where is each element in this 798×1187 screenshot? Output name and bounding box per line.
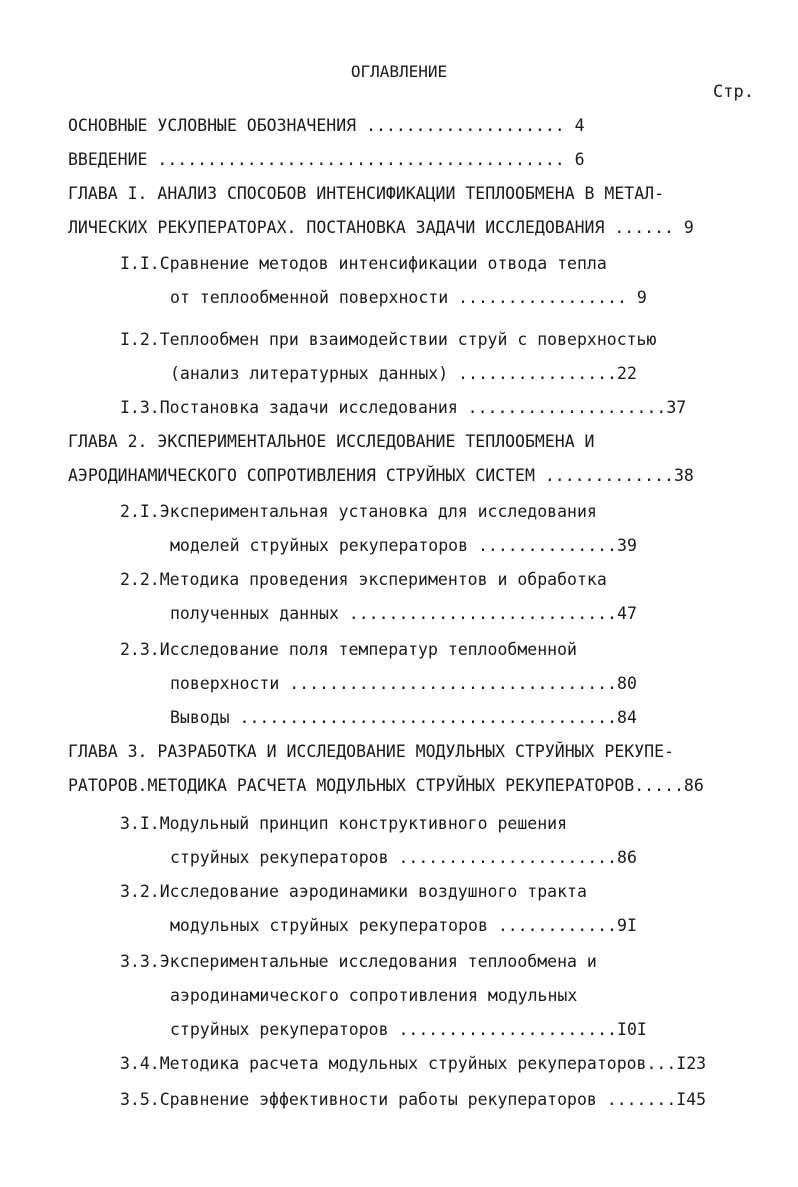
toc-entry: РАТОРОВ.МЕТОДИКА РАСЧЕТА МОДУЛЬНЫХ СТРУЙНЫХ РЕКУПЕРАТОРОВ.....86 xyxy=(68,776,704,795)
toc-entry: 3.2.Исследование аэродинамики воздушного тракта xyxy=(120,882,587,901)
toc-entry: (анализ литературных данных) ................22 xyxy=(170,364,637,383)
toc-entry: ГЛАВА 2. ЭКСПЕРИМЕНТАЛЬНОЕ ИССЛЕДОВАНИЕ ТЕПЛООБМЕНА И xyxy=(68,432,595,451)
toc-entry: Выводы ......................................84 xyxy=(170,708,637,727)
toc-entry: от теплообменной поверхности ................. 9 xyxy=(170,288,647,307)
toc-entry: струйных рекуператоров ......................I0I xyxy=(170,1020,647,1039)
toc-entry: 3.I.Модульный принцип конструктивного решения xyxy=(120,814,568,833)
toc-entry: 3.3.Экспериментальные исследования теплообмена и xyxy=(120,952,597,971)
toc-entry: ЛИЧЕСКИХ РЕКУПЕРАТОРАХ. ПОСТАНОВКА ЗАДАЧИ ИССЛЕДОВАНИЯ ...... 9 xyxy=(68,218,694,237)
toc-entry: 2.I.Экспериментальная установка для исследования xyxy=(120,502,597,521)
toc-entry: 3.4.Методика расчета модульных струйных рекуператоров...I23 xyxy=(120,1054,707,1073)
page-title: ОГЛАВЛЕНИЕ xyxy=(350,62,448,81)
page-column-label: Стр. xyxy=(713,82,754,102)
toc-entry: I.I.Сравнение методов интенсификации отвода тепла xyxy=(120,254,607,273)
toc-entry: I.2.Теплообмен при взаимодействии струй с поверхностью xyxy=(120,330,657,349)
toc-entry: поверхности .................................80 xyxy=(170,674,637,693)
toc-entry: моделей струйных рекуператоров ..............39 xyxy=(170,536,637,555)
toc-entry: ГЛАВА I. АНАЛИЗ СПОСОБОВ ИНТЕНСИФИКАЦИИ ТЕПЛООБМЕНА В МЕТАЛ- xyxy=(68,184,665,203)
toc-entry: 3.5.Сравнение эффективности работы рекуператоров .......I45 xyxy=(120,1090,707,1109)
toc-entry: 2.3.Исследование поля температур теплообменной xyxy=(120,640,577,659)
toc-entry: ВВЕДЕНИЕ ......................................... 6 xyxy=(68,150,585,169)
toc-entry: I.3.Постановка задачи исследования ....................37 xyxy=(120,398,687,417)
toc-entry: ОСНОВНЫЕ УСЛОВНЫЕ ОБОЗНАЧЕНИЯ .................... 4 xyxy=(68,116,585,135)
toc-entry: аэродинамического сопротивления модульных xyxy=(170,986,578,1005)
toc-entry: полученных данных ...........................47 xyxy=(170,604,637,623)
toc-entry: 2.2.Методика проведения экспериментов и обработка xyxy=(120,570,607,589)
toc-entry: струйных рекуператоров ......................86 xyxy=(170,848,637,867)
toc-entry: модульных струйных рекуператоров ............9I xyxy=(170,916,637,935)
toc-entry: ГЛАВА 3. РАЗРАБОТКА И ИССЛЕДОВАНИЕ МОДУЛЬНЫХ СТРУЙНЫХ РЕКУПЕ- xyxy=(68,742,674,761)
toc-entry: АЭРОДИНАМИЧЕСКОГО СОПРОТИВЛЕНИЯ СТРУЙНЫХ СИСТЕМ .............38 xyxy=(68,466,694,485)
